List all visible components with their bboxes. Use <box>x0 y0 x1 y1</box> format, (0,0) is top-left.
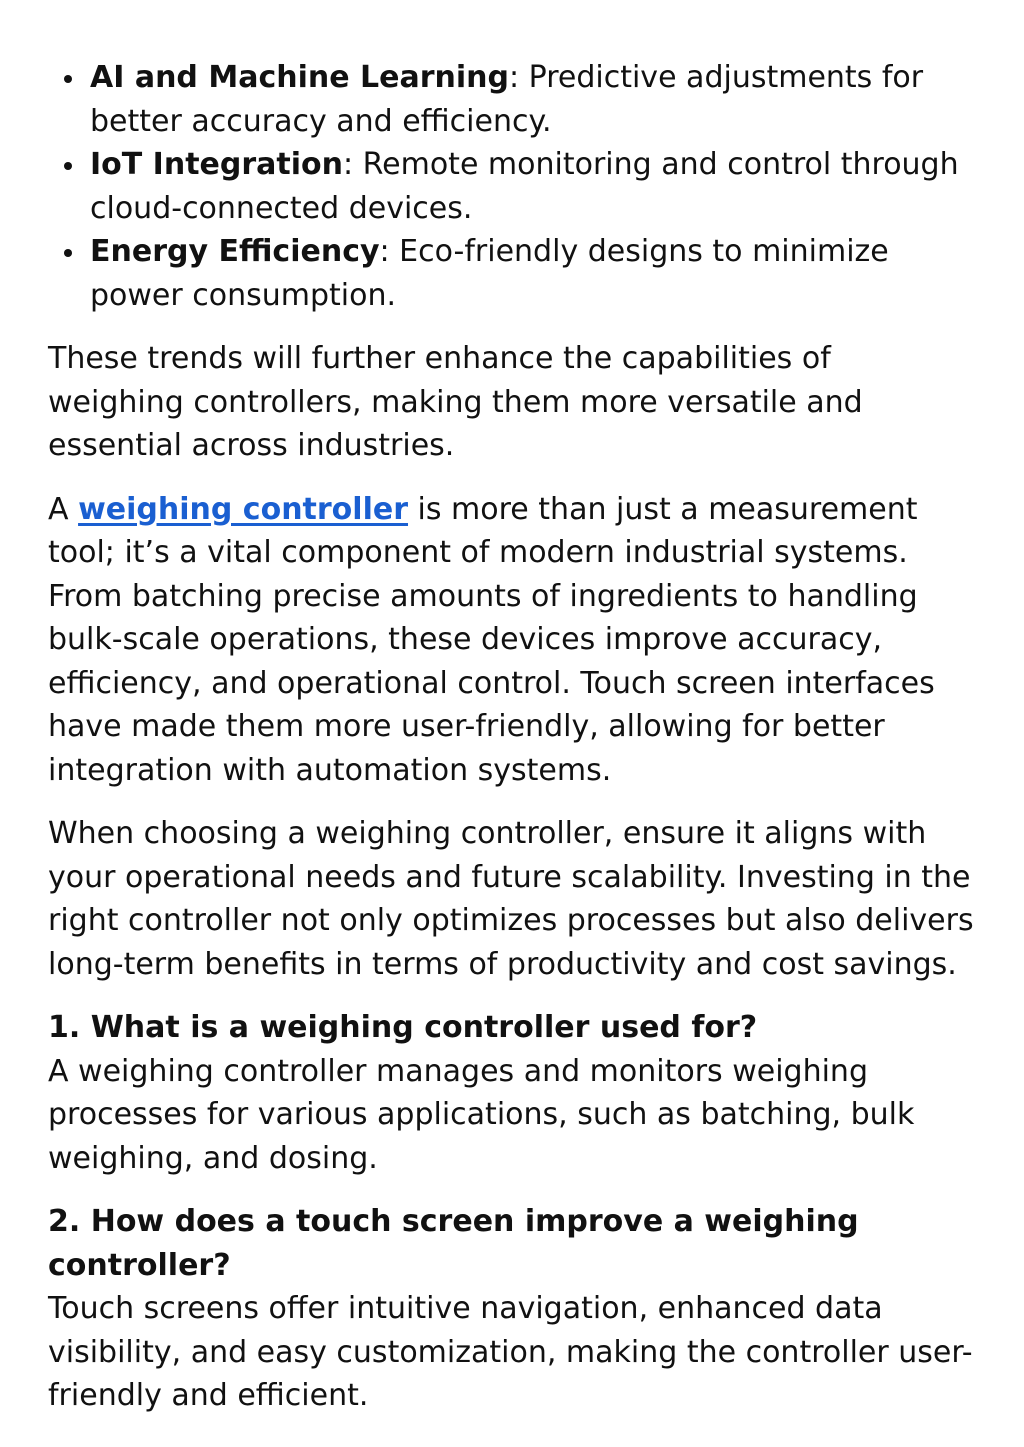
faq-item-2 <box>48 1200 974 1418</box>
choosing-paragraph: When choosing a weighing controller, ensure it aligns with your operational needs and future scalability. Investing in the right controller not only optimizes processes but also delivers long-term benefits in terms of productivity and cost savings. <box>48 816 974 982</box>
bullet-text: : Eco-friendly designs to minimize power consumption. <box>90 234 889 313</box>
bullet-term: AI and Machine Learning <box>90 60 509 95</box>
trends-bullet-list <box>48 56 974 317</box>
weighing-controller-link[interactable]: weighing controller <box>78 491 409 527</box>
conclusion-body: is more than just a measurement tool; it’s a vital component of modern industrial systems. From batching precise amounts of ingredients to handling bulk-scale operations, these devices improve accuracy, efficiency, and operational control. Touch screen interfaces have made them more user-friendly, allowing for better integration with automation systems. <box>48 491 935 788</box>
bullet-item-iot <box>48 143 974 230</box>
conclusion-paragraph <box>48 488 974 793</box>
faq-question: 2. How does a touch screen improve a weighing controller? <box>48 1204 859 1283</box>
conclusion-lead: A <box>48 491 79 527</box>
faq-answer: Touch screens offer intuitive navigation, enhanced data visibility, and easy customization, making the controller user-friendly and efficient. <box>48 1291 973 1413</box>
bullet-term: Energy Efficiency <box>90 234 380 269</box>
bullet-term: IoT Integration <box>90 147 343 182</box>
trends-paragraph: These trends will further enhance the capabilities of weighing controllers, making them more versatile and essential across industries. <box>48 341 863 463</box>
faq-question: 1. What is a weighing controller used for? <box>48 1010 758 1045</box>
bullet-item-ai <box>48 56 974 143</box>
faq-item-1 <box>48 1006 974 1180</box>
faq-answer: A weighing controller manages and monitors weighing processes for various applications, such as batching, bulk weighing, and dosing. <box>48 1053 915 1176</box>
bullet-text: : Remote monitoring and control through cloud-connected devices. <box>90 147 959 226</box>
bullet-item-energy <box>48 230 974 317</box>
bullet-text: : Predictive adjustments for better accuracy and efficiency. <box>90 60 924 139</box>
